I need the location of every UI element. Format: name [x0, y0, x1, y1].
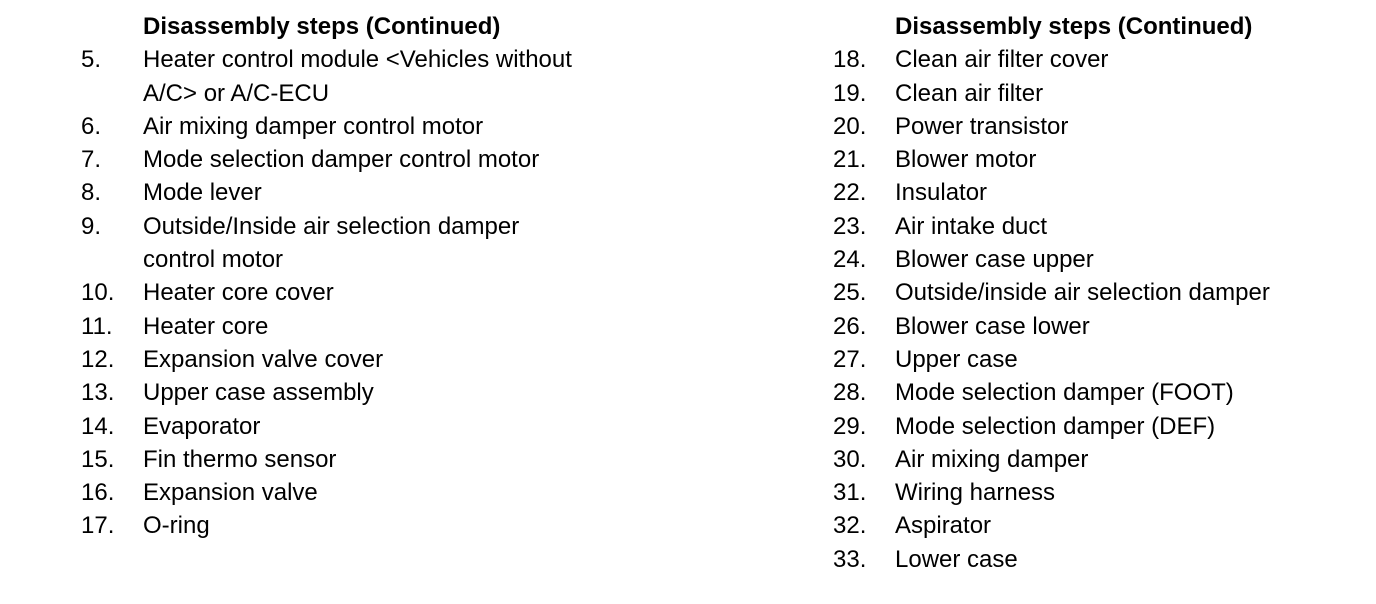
step-item — [752, 410, 1376, 443]
step-item — [752, 310, 1376, 343]
step-number: 15. — [81, 445, 115, 473]
step-item — [752, 543, 1376, 576]
step-number: 33. — [833, 545, 867, 573]
step-text: Lower case — [895, 545, 1018, 573]
step-item — [0, 476, 680, 509]
step-item — [752, 376, 1376, 409]
step-text: Blower case lower — [895, 312, 1090, 340]
step-item — [752, 476, 1376, 509]
step-text: Heater core cover — [143, 279, 334, 307]
step-number: 24. — [833, 246, 867, 274]
step-item — [752, 110, 1376, 143]
right-heading: Disassembly steps (Continued) — [895, 13, 1253, 40]
step-text: Power transistor — [895, 112, 1069, 140]
step-text: Heater control module <Vehicles without A/C> or A/C-ECU — [143, 46, 572, 107]
left-column — [0, 10, 680, 543]
right-step-list — [752, 43, 1376, 576]
step-text: Blower case upper — [895, 246, 1094, 274]
left-step-list — [0, 43, 680, 542]
step-number: 17. — [81, 512, 115, 540]
step-item — [0, 143, 680, 176]
step-item — [0, 509, 680, 542]
step-item — [752, 243, 1376, 276]
step-item — [0, 276, 680, 309]
step-text: Heater core — [143, 312, 269, 340]
step-text: O-ring — [143, 512, 210, 540]
step-number: 13. — [81, 379, 115, 407]
step-number: 5. — [81, 46, 102, 74]
step-item — [0, 110, 680, 143]
step-item — [0, 343, 680, 376]
step-number: 30. — [833, 445, 867, 473]
step-number: 9. — [81, 212, 102, 240]
step-text: Mode selection damper (DEF) — [895, 412, 1216, 440]
step-text: Clean air filter — [895, 79, 1044, 107]
step-text: Wiring harness — [895, 479, 1056, 507]
step-item — [752, 176, 1376, 209]
step-number: 26. — [833, 312, 867, 340]
step-text: Aspirator — [895, 512, 992, 540]
step-text: Blower motor — [895, 146, 1037, 174]
step-item — [752, 443, 1376, 476]
step-number: 32. — [833, 512, 867, 540]
step-item — [0, 310, 680, 343]
step-text: Expansion valve cover — [143, 345, 384, 373]
step-number: 14. — [81, 412, 115, 440]
left-heading: Disassembly steps (Continued) — [143, 13, 501, 40]
step-number: 20. — [833, 112, 867, 140]
step-number: 28. — [833, 379, 867, 407]
step-text: Mode selection damper control motor — [143, 146, 540, 174]
step-item — [752, 276, 1376, 309]
step-number: 31. — [833, 479, 867, 507]
step-text: Mode selection damper (FOOT) — [895, 379, 1234, 407]
step-number: 27. — [833, 345, 867, 373]
step-item — [0, 176, 680, 209]
step-number: 11. — [81, 312, 113, 340]
step-number: 25. — [833, 279, 867, 307]
step-item — [752, 343, 1376, 376]
step-text: Upper case assembly — [143, 379, 374, 407]
step-number: 16. — [81, 479, 115, 507]
step-item — [752, 77, 1376, 110]
step-text: Upper case — [895, 345, 1018, 373]
step-item — [752, 143, 1376, 176]
step-item — [752, 43, 1376, 76]
step-item — [0, 410, 680, 443]
step-item — [0, 43, 680, 110]
step-number: 21. — [833, 146, 867, 174]
step-text: Insulator — [895, 179, 988, 207]
step-number: 8. — [81, 179, 102, 207]
right-column — [752, 10, 1376, 576]
step-number: 29. — [833, 412, 867, 440]
step-number: 19. — [833, 79, 867, 107]
step-number: 12. — [81, 345, 115, 373]
step-item — [0, 210, 680, 277]
step-number: 6. — [81, 112, 102, 140]
step-number: 18. — [833, 46, 867, 74]
step-item — [0, 376, 680, 409]
step-text: Mode lever — [143, 179, 262, 207]
step-text: Outside/Inside air selection damper control motor — [143, 212, 520, 274]
step-number: 23. — [833, 212, 867, 240]
step-text: Air intake duct — [895, 212, 1048, 240]
step-item — [752, 509, 1376, 542]
step-number: 7. — [81, 146, 102, 174]
step-text: Expansion valve — [143, 479, 318, 507]
step-number: 10. — [81, 279, 115, 307]
step-item — [752, 210, 1376, 243]
step-text: Air mixing damper control motor — [143, 112, 484, 140]
step-text: Outside/inside air selection damper — [895, 279, 1270, 307]
step-text: Clean air filter cover — [895, 46, 1109, 74]
step-number: 22. — [833, 179, 867, 207]
step-item — [0, 443, 680, 476]
step-text: Fin thermo sensor — [143, 445, 337, 473]
step-text: Evaporator — [143, 412, 261, 440]
step-text: Air mixing damper — [895, 445, 1089, 473]
